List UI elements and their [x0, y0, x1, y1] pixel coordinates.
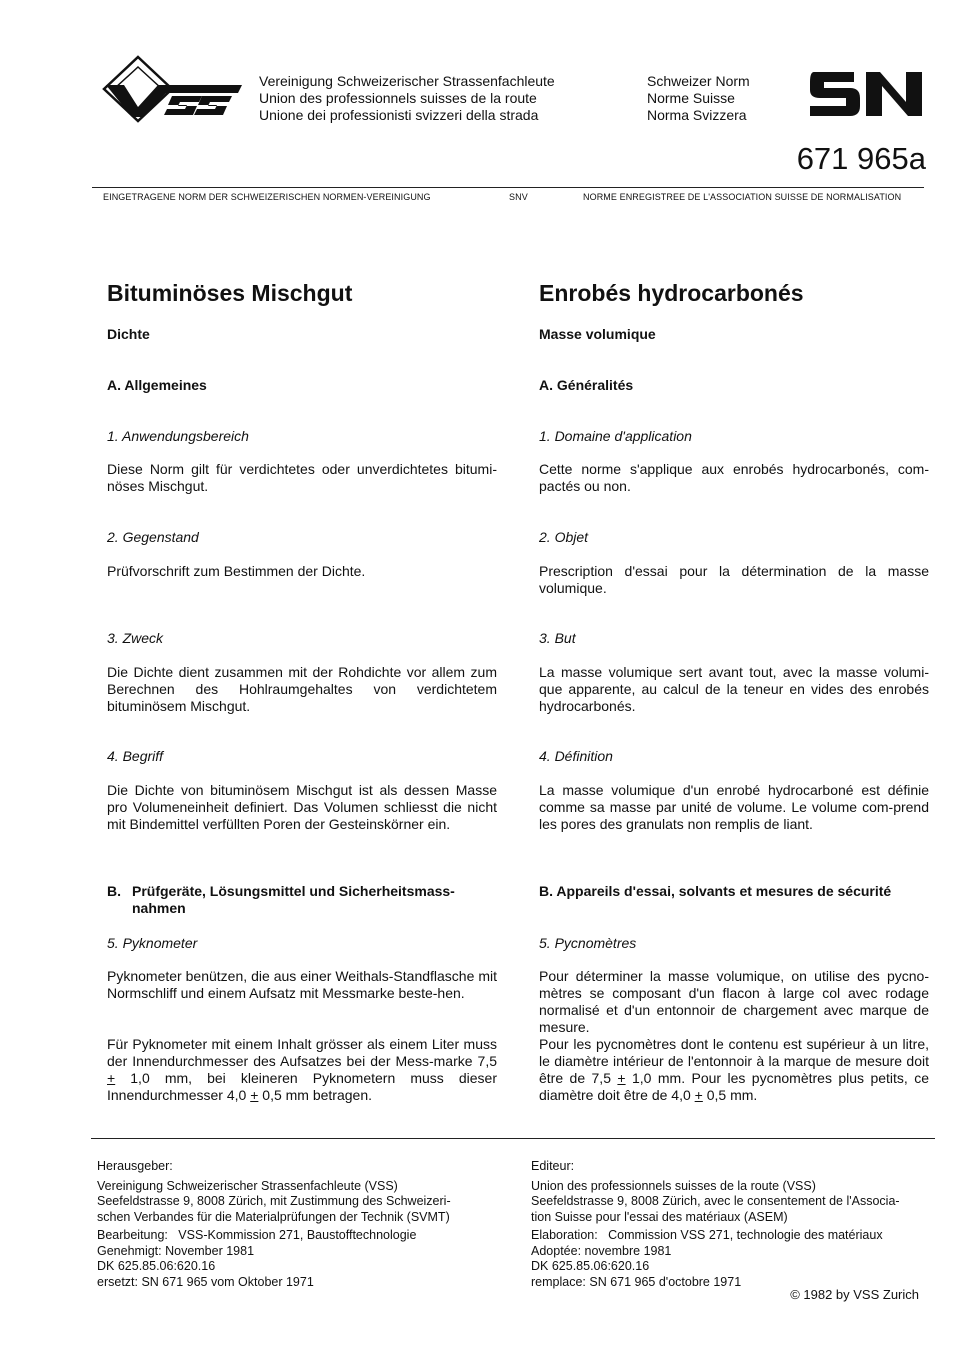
norm-line-de: Schweizer Norm — [647, 73, 750, 89]
de-title: Bituminöses Mischgut — [107, 280, 353, 306]
registration-de: EINGETRAGENE NORM DER SCHWEIZERISCHEN NORMEN-VEREINIGUNG — [103, 192, 431, 202]
registration-snv: SNV — [509, 192, 528, 202]
de-s5-p1: Pyknometer benützen, die aus einer Weithals-Standflasche mit Normschliff und einem Aufsatz mit Messmarke beste-hen. — [107, 968, 497, 1001]
footer-fr-info-3: DK 625.85.06:620.16 — [531, 1259, 650, 1273]
fr-s4-text: La masse volumique d'un enrobé hydrocarboné est définie comme sa masse par unité de volume. Le volume com-prend les pores des granulats non remplis de liant. — [539, 782, 929, 832]
de-section-b-text: Prüfgeräte, Lösungsmittel und Sicherheitsmass-nahmen — [132, 883, 455, 916]
de-section-a: A. Allgemeines — [107, 377, 207, 393]
footer-de-label: Herausgeber: — [97, 1159, 173, 1173]
fr-section-a: A. Généralités — [539, 377, 634, 393]
de-section-b — [107, 883, 497, 917]
plus-minus-sign: + — [694, 1087, 703, 1103]
de-s5-p2: Für Pyknometer mit einem Inhalt grösser als einem Liter muss der Innendurchmesser des Aufsatzes bei der Mess-marke 7,5 + 1,0 mm, bei kleineren Pyknometern muss dieser Innendurchmesser 4,0 + 0,5 mm betragen. — [107, 1036, 497, 1103]
footer-publisher-fr — [531, 1159, 941, 1290]
footer-de-info-1: Bearbeitung: VSS-Kommission 271, Baustofftechnologie — [97, 1228, 417, 1242]
de-subtitle: Dichte — [107, 326, 150, 342]
de-s2-text: Prüfvorschrift zum Bestimmen der Dichte. — [107, 563, 366, 579]
fr-s1-title: 1. Domaine d'application — [539, 428, 692, 444]
fr-s5-p2: Pour les pycnomètres dont le contenu est supérieur à un litre, le diamètre intérieur de l'entonnoir à la marque de mesure doit être de 7,5 + 1,0 mm. Pour les pycnomètres plus petits, ce diamètre doit être de 4,0 + 0,5 mm. — [539, 1036, 930, 1103]
fr-s2-text: Prescription d'essai pour la détermination de la masse volumique. — [539, 563, 929, 596]
org-line-de: Vereinigung Schweizerischer Strassenfachleute — [259, 73, 555, 89]
footer-fr-info-2: Adoptée: novembre 1981 — [531, 1243, 672, 1258]
de-s3-title: 3. Zweck — [107, 630, 164, 646]
norm-number: 671 965a — [796, 141, 926, 176]
fr-s5-title: 5. Pycnomètres — [539, 935, 637, 951]
de-s2-title: 2. Gegenstand — [107, 529, 199, 545]
footer-de-info-4: ersetzt: SN 671 965 vom Oktober 1971 — [97, 1274, 314, 1289]
registration-fr: NORME ENREGISTREE DE L'ASSOCIATION SUISSE DE NORMALISATION — [583, 192, 902, 202]
footer-fr-pub-1: Union des professionnels suisses de la route (VSS) — [531, 1178, 816, 1193]
org-line-fr: Union des professionnels suisses de la route — [259, 90, 537, 106]
fr-s2-title: 2. Objet — [539, 529, 589, 545]
norm-type-labels — [647, 73, 750, 124]
org-line-it: Unione dei professionisti svizzeri della strada — [259, 107, 539, 123]
footer-de-info-2: Genehmigt: November 1981 — [97, 1243, 255, 1258]
fr-s3-title: 3. But — [539, 630, 576, 646]
fr-s1-text: Cette norme s'applique aux enrobés hydrocarbonés, com-pactés ou non. — [539, 461, 929, 494]
footer-fr-label: Editeur: — [531, 1159, 575, 1173]
footer-divider — [91, 1138, 935, 1139]
plus-minus-sign: + — [617, 1070, 626, 1086]
footer-fr-info-1: Elaboration: Commission VSS 271, technologie des matériaux — [531, 1228, 883, 1242]
footer-de-info-3: DK 625.85.06:620.16 — [97, 1259, 216, 1273]
copyright: © 1982 by VSS Zurich — [790, 1287, 919, 1302]
fr-s3-text: La masse volumique sert avant tout, avec la masse volumi-que apparente, au calcul de la teneur en vides des enrobés hydrocarbonés. — [539, 664, 929, 714]
footer-de-pub-2: Seefeldstrasse 9, 8008 Zürich, mit Zustimmung des Schweizeri- — [97, 1194, 451, 1208]
fr-subtitle: Masse volumique — [539, 326, 656, 342]
de-section-b-letter: B. — [107, 883, 121, 899]
footer-de-pub-1: Vereinigung Schweizerischer Strassenfachleute (VSS) — [97, 1178, 398, 1193]
plus-minus-sign: + — [250, 1087, 259, 1103]
fr-s4-title: 4. Définition — [539, 748, 613, 764]
fr-s5-p1: Pour déterminer la masse volumique, on utilise des pycno-mètres se composant d'un flacon à large col avec rodage normalisé et d'un entonnoir de chargement avec marque de mesure. — [539, 968, 929, 1035]
footer-fr-pub-2: Seefeldstrasse 9, 8008 Zürich, avec le consentement de l'Associa- — [531, 1194, 900, 1208]
fr-section-b: B. Appareils d'essai, solvants et mesures de sécurité — [539, 883, 892, 899]
norm-line-fr: Norme Suisse — [647, 90, 735, 106]
de-s4-text: Die Dichte von bituminösem Mischgut ist als dessen Masse pro Volumeneinheit definiert. Das Volumen schliesst die nicht mit Bindemittel verfüllten Poren der Gesteinskörner ein. — [107, 782, 497, 832]
footer-fr-pub-3: tion Suisse pour l'essai des matériaux (ASEM) — [531, 1209, 788, 1224]
de-s5-title: 5. Pyknometer — [107, 935, 198, 951]
norm-line-it: Norma Svizzera — [647, 107, 747, 123]
de-s1-text: Diese Norm gilt für verdichtetes oder unverdichtetes bitumi-nöses Mischgut. — [107, 461, 497, 494]
plus-minus-sign: + — [107, 1070, 116, 1086]
fr-title: Enrobés hydrocarbonés — [539, 280, 804, 306]
header-divider — [92, 187, 924, 188]
footer-de-pub-3: schen Verbandes für die Materialprüfungen der Technik (SVMT) — [97, 1209, 450, 1224]
organization-names — [259, 73, 555, 124]
de-s4-title: 4. Begriff — [107, 748, 164, 764]
vss-logo — [102, 55, 244, 123]
footer-publisher-de — [97, 1159, 507, 1290]
footer-fr-info-4: remplace: SN 671 965 d'octobre 1971 — [531, 1274, 742, 1289]
de-s3-text: Die Dichte dient zusammen mit der Rohdichte vor allem zum Berechnen des Hohlraumgehaltes von verdichtetem bituminösem Mischgut. — [107, 664, 497, 714]
sn-logo — [806, 68, 926, 120]
de-s1-title: 1. Anwendungsbereich — [107, 428, 249, 444]
